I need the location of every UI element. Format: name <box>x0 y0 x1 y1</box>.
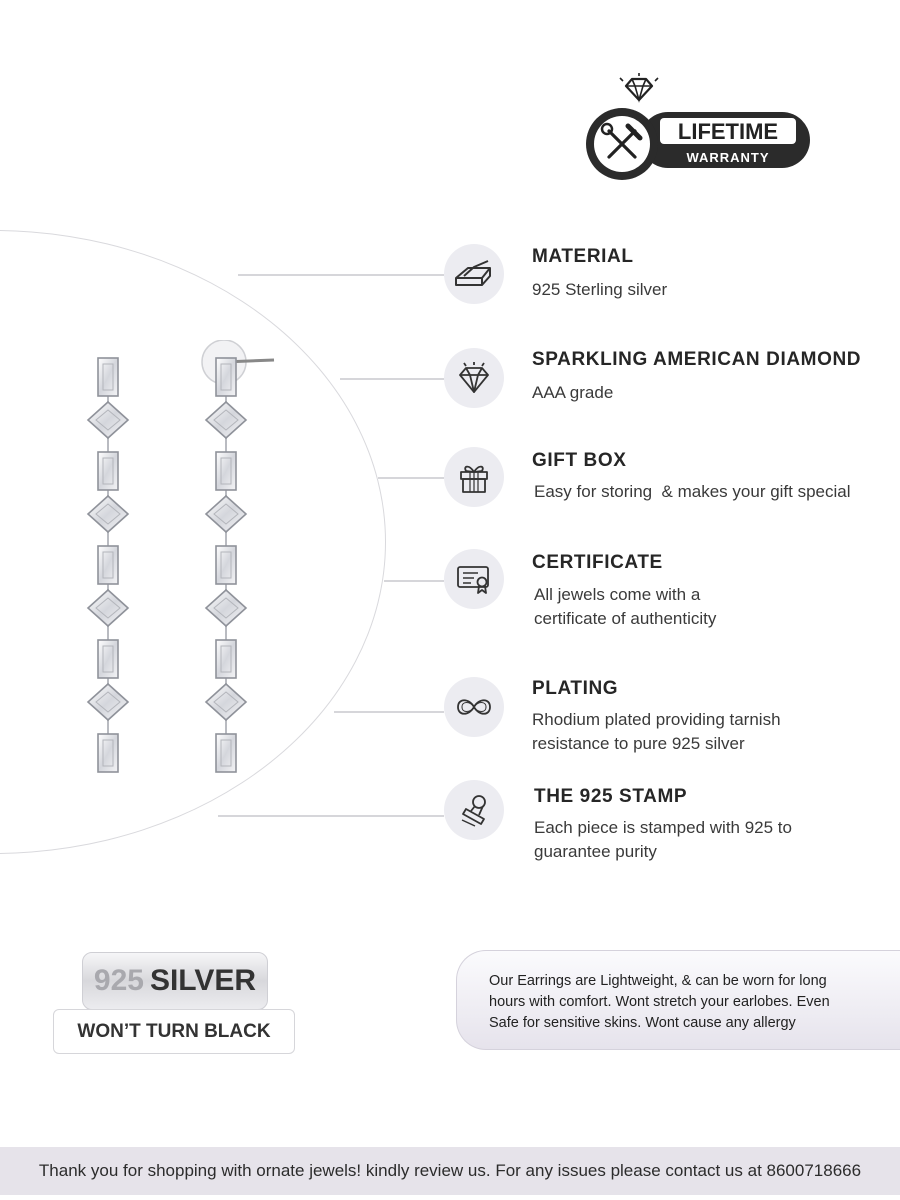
right-earring <box>202 340 274 772</box>
silver-bar-icon <box>444 244 504 304</box>
connector-line <box>218 815 444 817</box>
feature-title-diamond: SPARKLING AMERICAN DIAMOND <box>532 349 862 370</box>
infinity-icon <box>444 677 504 737</box>
feature-desc-stamp: Each piece is stamped with 925 to guarantee purity <box>534 818 792 861</box>
left-earring <box>88 358 128 772</box>
feature-title-stamp: THE 925 STAMP <box>534 786 688 807</box>
feature-desc-plating: Rhodium plated providing tarnish resistance to pure 925 silver <box>532 710 781 753</box>
info-line: hours with comfort. Wont stretch your earlobes. Even <box>489 994 830 1010</box>
connector-line <box>378 477 444 479</box>
silver-tagline: WON’T TURN BLACK <box>53 1009 295 1054</box>
feature-title-plating: PLATING <box>532 678 619 699</box>
stamp-icon <box>444 780 504 840</box>
silver-number: 925 <box>93 964 144 997</box>
silver-label <box>82 952 268 1010</box>
diamond-icon <box>444 348 504 408</box>
badge-line1: LIFETIME <box>677 119 779 144</box>
gift-box-icon <box>444 447 504 507</box>
feature-desc-gift-box: Easy for storing & makes your gift special <box>534 482 851 501</box>
info-line: Our Earrings are Lightweight, & can be worn for long <box>489 973 827 989</box>
feature-title-gift-box: GIFT BOX <box>532 450 627 471</box>
feature-title-certificate: CERTIFICATE <box>532 552 663 573</box>
footer-text: Thank you for shopping with ornate jewels! kindly review us. For any issues please contact us at 8600718666 <box>38 1161 862 1180</box>
connector-line <box>238 274 444 276</box>
feature-desc-diamond: AAA grade <box>532 383 614 402</box>
connector-line <box>334 711 444 713</box>
feature-desc-certificate: All jewels come with a certificate of authenticity <box>534 585 717 628</box>
silver-word: SILVER <box>149 964 257 997</box>
badge-line2: WARRANTY <box>686 150 770 165</box>
info-line: Safe for sensitive skins. Wont cause any allergy <box>489 1015 796 1031</box>
badge-diamond-icon <box>620 73 658 100</box>
earrings-image <box>70 340 300 780</box>
feature-desc-material: 925 Sterling silver <box>532 280 668 299</box>
lifetime-warranty-badge <box>582 72 814 182</box>
connector-line <box>384 580 444 582</box>
feature-title-material: MATERIAL <box>532 246 634 267</box>
certificate-icon <box>444 549 504 609</box>
earrings-info-box <box>456 950 900 1050</box>
footer-banner <box>0 1147 900 1195</box>
connector-line <box>340 378 444 380</box>
